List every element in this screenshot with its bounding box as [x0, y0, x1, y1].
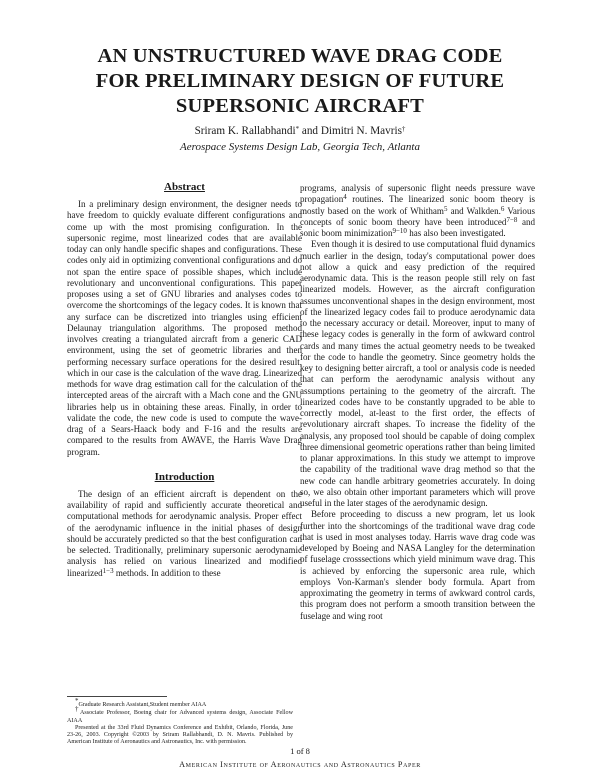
text-run: and Walkden.	[447, 205, 501, 216]
footnote-text: Associate Professor, Boeing chair for Advanced systems design, Associate Fellow AIAA	[67, 710, 293, 724]
title-line: AN UNSTRUCTURED WAVE DRAG CODE	[97, 45, 503, 67]
text-run: and sonic boom minimization	[300, 216, 535, 238]
author-footnote-mark: *	[295, 125, 300, 133]
body-paragraph: Even though it is desired to use computational fluid dynamics much earlier in the design, today's computational power does not allow a quick and easy prediction of the required aerodynamic data. This is the reason people still rely on fast linearized models. However, as the aircraft configuration assumes unconventional shapes in the design environment, most of the linearized legacy codes fail to produce aerodynamic data to the necessary accuracy or detail. Moreover, input to many of these legacy codes is generally in the form of awkward control cards and many times the actual geometry needs to be tweaked for the code to handle the geometry. Since geometry holds the key to designing better aircraft, a tool or analysis code is needed that can perform the aerodynamic analysis without any assumptions pertaining to the geometry of the aircraft. The linearized codes have to be constantly upgraded to be able to correctly model, at-least to the first order, the effects of revolutionary aircraft shapes. To increase the fidelity of the analysis, any proposed tool should be capable of doing complex three dimensional geometric operations rather than being limited to planar approximations. In this study we attempt to improve the capability of the traditional wave drag method so that the new code can handle arbitrary geometries accurately. In doing so, we also obtain other important parameters which will prove useful in the later stages of the aerodynamic design.	[300, 239, 535, 508]
text-run: The design of an efficient aircraft is dependent on the availability of rapid and sufficiently accurate theoretical and computational methods for aerodynamic analysis. Proper effect of the aerodynamic influence in the initial phases of design should be accurately predicted so that the best configuration can be selected. Traditionally, preliminary supersonic aerodynamic analysis has relied on various linearized and modified linearized	[67, 488, 302, 578]
footnote-mark: *	[75, 697, 79, 705]
paper-title	[40, 44, 560, 119]
text-run: methods. In addition to these	[113, 567, 221, 578]
page-footer: American Institute of Aeronautics and Astronautics Paper	[179, 760, 421, 769]
body-paragraph: Before proceeding to discuss a new program, let us look further into the shortcomings of the traditional wave drag code that is used in most analyses today. Harris wave drag code was developed by Boeing and NASA Langley for the determination of fuselage crosssections which yield minimum wave drag. This is achieved by enforcing the supersonic area rule, which employs Von-Karman's slender body formula. Apart from approximating the geometry in terms of awkward control cards, this program does not perform a smooth transition between the fuselage and wing root	[300, 509, 535, 621]
introduction-paragraph	[67, 489, 302, 579]
footnote	[67, 697, 293, 709]
citation-ref: 5	[443, 204, 448, 213]
text-run: programs, analysis of supersonic flight needs pressure wave propagation	[300, 183, 535, 205]
footnote-rule	[67, 696, 167, 697]
author-name: Sriram K. Rallabhandi	[194, 125, 296, 137]
affiliation: Aerospace Systems Design Lab, Georgia Tech, Atlanta	[180, 141, 420, 153]
author-line	[40, 124, 560, 138]
footnote-text: Graduate Research Assistant,Student member AIAA	[78, 702, 207, 708]
footnote: Presented at the 33rd Fluid Dynamics Conference and Exhibit, Orlando, Florida, June 23-26, 2003. Copyright ©2003 by Sriram Rallabhandi, D. N. Mavris. Published by American Institute of Aeronautics and Astronautics, Inc. with permission.	[67, 724, 293, 746]
page-number: 1 of 8	[290, 746, 310, 756]
title-line: FOR PRELIMINARY DESIGN OF FUTURE	[95, 70, 505, 92]
footnotes	[67, 697, 293, 747]
body-paragraph	[300, 183, 535, 239]
author-name: Dimitri N. Mavris	[320, 125, 402, 137]
footnote-mark: †	[75, 705, 80, 714]
abstract-text: In a preliminary design environment, the designer needs to have freedom to quickly evaluate different configurations and come up with the most promising configuration. In the supersonic regime, most linearized codes that are available today can only handle specific shapes and configurations. These codes only aid in optimizing conventional configurations and do not span the entire space of possible shapes, which include revolutionary and unconventional configurations. This paper proposes using a set of GNU libraries and analyses codes to overcome the shortcomings of the legacy codes. It is known that any surface can be discretized into triangles using efficient Delaunay triangulation algorithms. The proposed method involves creating a triangulated aircraft from a generic CAD environment, using the set of geometric libraries and then performing necessary surface operations for the desired result, which in our case is the calculation of the wave drag. Linearized methods for wave drag estimation call for the calculation of the intercepted areas of the aircraft with a Mach cone and the GNU libraries help us in obtaining these areas. Finally, in order to validate the code, the new code is used to compute the wave-drag of a Sears-Haack body and F-16 and the results are compared to the results from AWAVE, the Harris Wave Drag program.	[67, 199, 302, 457]
citation-ref: 9−10	[392, 227, 407, 235]
abstract-heading: Abstract	[164, 181, 205, 193]
author-conjunction: and	[299, 125, 321, 137]
text-run: routines. The linearized sonic boom theory is mostly based on the work of Whitham	[300, 194, 535, 216]
text-run: Various concepts of sonic boom theory have been introduced	[300, 205, 535, 227]
citation-ref: 7−8	[506, 215, 518, 224]
left-column	[67, 180, 302, 579]
citation-ref: 6	[500, 204, 505, 213]
citation-ref: 4	[343, 193, 347, 202]
text-run: has also been investigated.	[406, 228, 506, 238]
title-line: SUPERSONIC AIRCRAFT	[175, 95, 425, 117]
citation-ref: 1−3	[102, 566, 114, 575]
author-footnote-mark: †	[401, 125, 406, 133]
introduction-heading: Introduction	[154, 470, 215, 483]
right-column	[300, 183, 535, 622]
